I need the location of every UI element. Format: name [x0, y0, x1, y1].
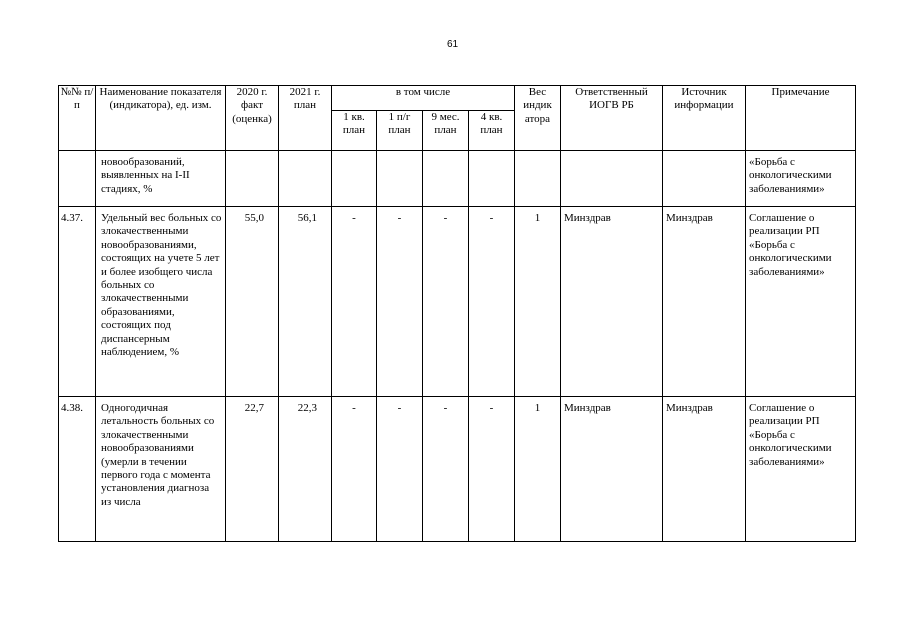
cell-source [663, 151, 746, 207]
cell-name: Удельный вес больных со злокачественными новообразованиями, состоящих на учете 5 лет и более изобщего числа больных со злокачественными образованиями, состоящих под диспансерным наблюдением, % [96, 207, 226, 397]
cell-weight [515, 151, 561, 207]
cell-q4 [469, 151, 515, 207]
header-note: Примечание [746, 86, 856, 151]
cell-note: Соглашение о реализации РП «Борьба с онкологическими заболеваниями» [746, 207, 856, 397]
cell-num: 4.37. [59, 207, 96, 397]
cell-2021 [279, 151, 332, 207]
header-h1: 1 п/г план [377, 111, 423, 151]
table-header-row [59, 86, 856, 111]
header-source: Источник информации [663, 86, 746, 151]
cell-name: Одногодичная летальность больных со злокачественными новообразованиями (умерли в течении первого года с момента установления диагноза из числа [96, 397, 226, 542]
header-num: №№ п/п [59, 86, 96, 151]
cell-name: новообразований, выявленных на I-II стадиях, % [96, 151, 226, 207]
header-including: в том числе [332, 86, 515, 111]
cell-2021: 22,3 [279, 397, 332, 542]
header-9m: 9 мес. план [423, 111, 469, 151]
cell-responsible: Минздрав [561, 207, 663, 397]
cell-9m: - [423, 397, 469, 542]
cell-note: «Борьба с онкологическими заболеваниями» [746, 151, 856, 207]
cell-9m [423, 151, 469, 207]
cell-9m: - [423, 207, 469, 397]
header-2021: 2021 г. план [279, 86, 332, 151]
indicators-table [58, 85, 856, 542]
cell-num: 4.38. [59, 397, 96, 542]
cell-q1: - [332, 207, 377, 397]
cell-2020: 55,0 [226, 207, 279, 397]
cell-h1: - [377, 397, 423, 542]
cell-source: Минздрав [663, 207, 746, 397]
cell-note: Соглашение о реализации РП «Борьба с онкологическими заболеваниями» [746, 397, 856, 542]
cell-source: Минздрав [663, 397, 746, 542]
cell-q4: - [469, 397, 515, 542]
header-weight: Вес индик атора [515, 86, 561, 151]
cell-q1 [332, 151, 377, 207]
header-q4: 4 кв. план [469, 111, 515, 151]
header-q1: 1 кв. план [332, 111, 377, 151]
header-responsible: Ответственный ИОГВ РБ [561, 86, 663, 151]
cell-responsible [561, 151, 663, 207]
page-number: 61 [446, 39, 459, 50]
table-row [59, 397, 856, 542]
cell-weight: 1 [515, 207, 561, 397]
cell-h1: - [377, 207, 423, 397]
table-row [59, 207, 856, 397]
cell-responsible: Минздрав [561, 397, 663, 542]
cell-2020 [226, 151, 279, 207]
cell-q1: - [332, 397, 377, 542]
cell-q4: - [469, 207, 515, 397]
header-name: Наименование показателя (индикатора), ед. изм. [96, 86, 226, 151]
cell-2021: 56,1 [279, 207, 332, 397]
cell-num [59, 151, 96, 207]
cell-h1 [377, 151, 423, 207]
cell-2020: 22,7 [226, 397, 279, 542]
cell-weight: 1 [515, 397, 561, 542]
header-2020: 2020 г. факт (оценка) [226, 86, 279, 151]
table-row [59, 151, 856, 207]
